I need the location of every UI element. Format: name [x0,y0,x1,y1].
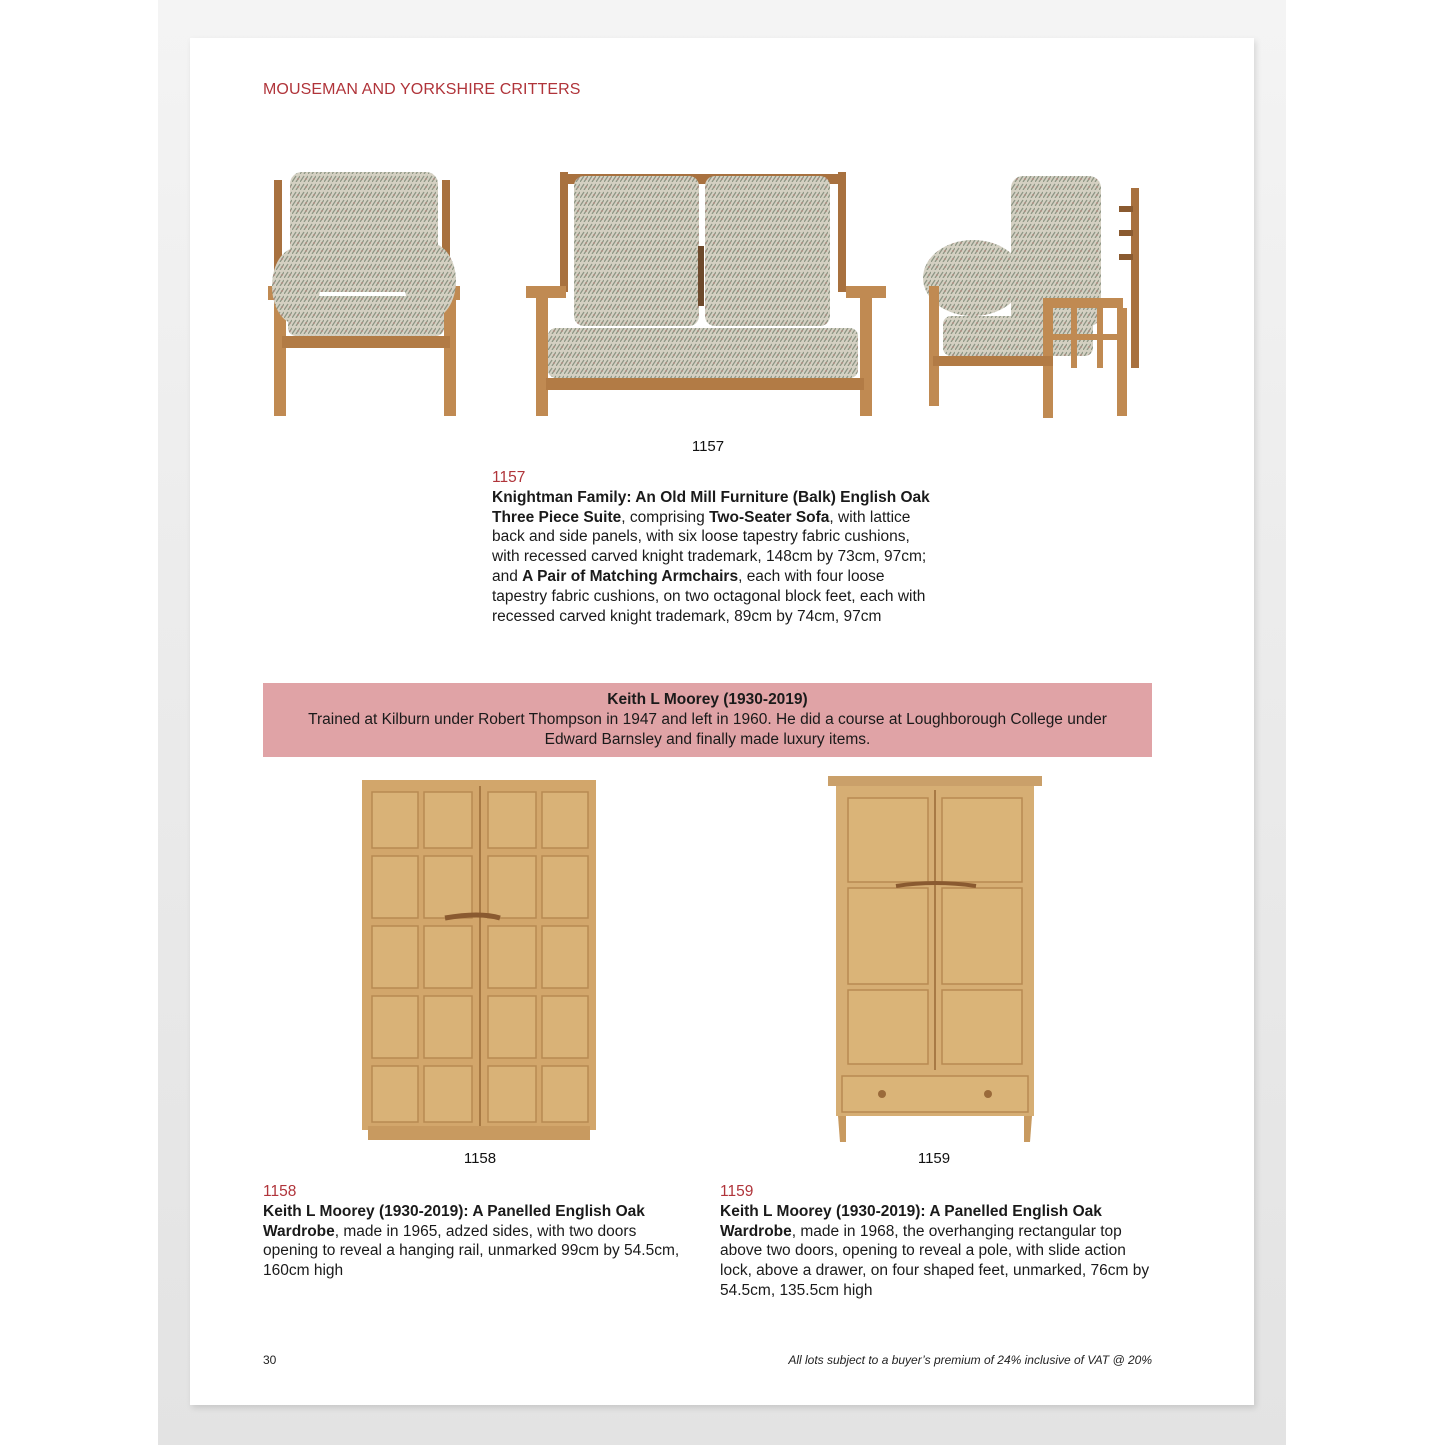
wardrobe-with-drawer-image [826,776,1044,1148]
lot-1157-image-caption: 1157 [691,438,725,455]
section-title: MOUSEMAN AND YORKSHIRE CRITTERS [263,81,581,98]
banner-line-2: Edward Barnsley and finally made luxury items. [544,731,871,748]
page-number: 30 [263,1353,277,1367]
lot-number: 1158 [263,1183,297,1200]
lot-number: 1159 [720,1183,754,1200]
lot-title: Keith L Moorey (1930-2019): A Panelled English Oak Wardrobe [263,1202,645,1240]
armchair-side-image [923,166,1153,421]
lot-1158-description: 1158 Keith L Moorey (1930-2019): A Panelled English Oak Wardrobe, made in 1965, adzed sides, with two doors opening to reveal a hanging rail, unmarked 99cm by 54.5cm, 160cm high [263,1182,683,1281]
lot-title: Knightman Family: An Old Mill Furniture (Balk) English Oak Three Piece Suite [492,488,930,526]
buyers-premium-note: All lots subject to a buyer’s premium of 24% inclusive of VAT @ 20% [788,1353,1152,1367]
banner-line-1: Trained at Kilburn under Robert Thompson in 1947 and left in 1960. He did a course at Loughborough College under [308,711,1107,728]
lot-1159-image-caption: 1159 [917,1150,951,1167]
maker-biography-banner [263,683,1152,757]
banner-heading: Keith L Moorey (1930-2019) [607,691,808,708]
lot-1158-image-caption: 1158 [463,1150,497,1167]
lot-title: Keith L Moorey (1930-2019): A Panelled English Oak Wardrobe [720,1202,1102,1240]
lot-number: 1157 [492,469,526,486]
two-seater-sofa-image [516,166,896,421]
catalogue-page [190,38,1254,1405]
armchair-front-image [268,166,483,421]
lot-1159-description: 1159 Keith L Moorey (1930-2019): A Panelled English Oak Wardrobe, made in 1968, the overhanging rectangular top above two doors, opening to reveal a pole, with slide action lock, above a drawer, on four shaped feet, unmarked, 76cm by 54.5cm, 135.5cm high [720,1182,1160,1301]
lot-1157-description: 1157 Knightman Family: An Old Mill Furniture (Balk) English Oak Three Piece Suite, comprising Two-Seater Sofa, with lattice back and side panels, with six loose tapestry fabric cushions, with recessed carved knight trademark, 148cm by 73cm, 97cm; and A Pair of Matching Armchairs, each with four loose tapestry fabric cushions, on two octagonal block feet, each with recessed carved knight trademark, 89cm by 74cm, 97cm [492,468,932,626]
panelled-wardrobe-image [360,780,600,1144]
